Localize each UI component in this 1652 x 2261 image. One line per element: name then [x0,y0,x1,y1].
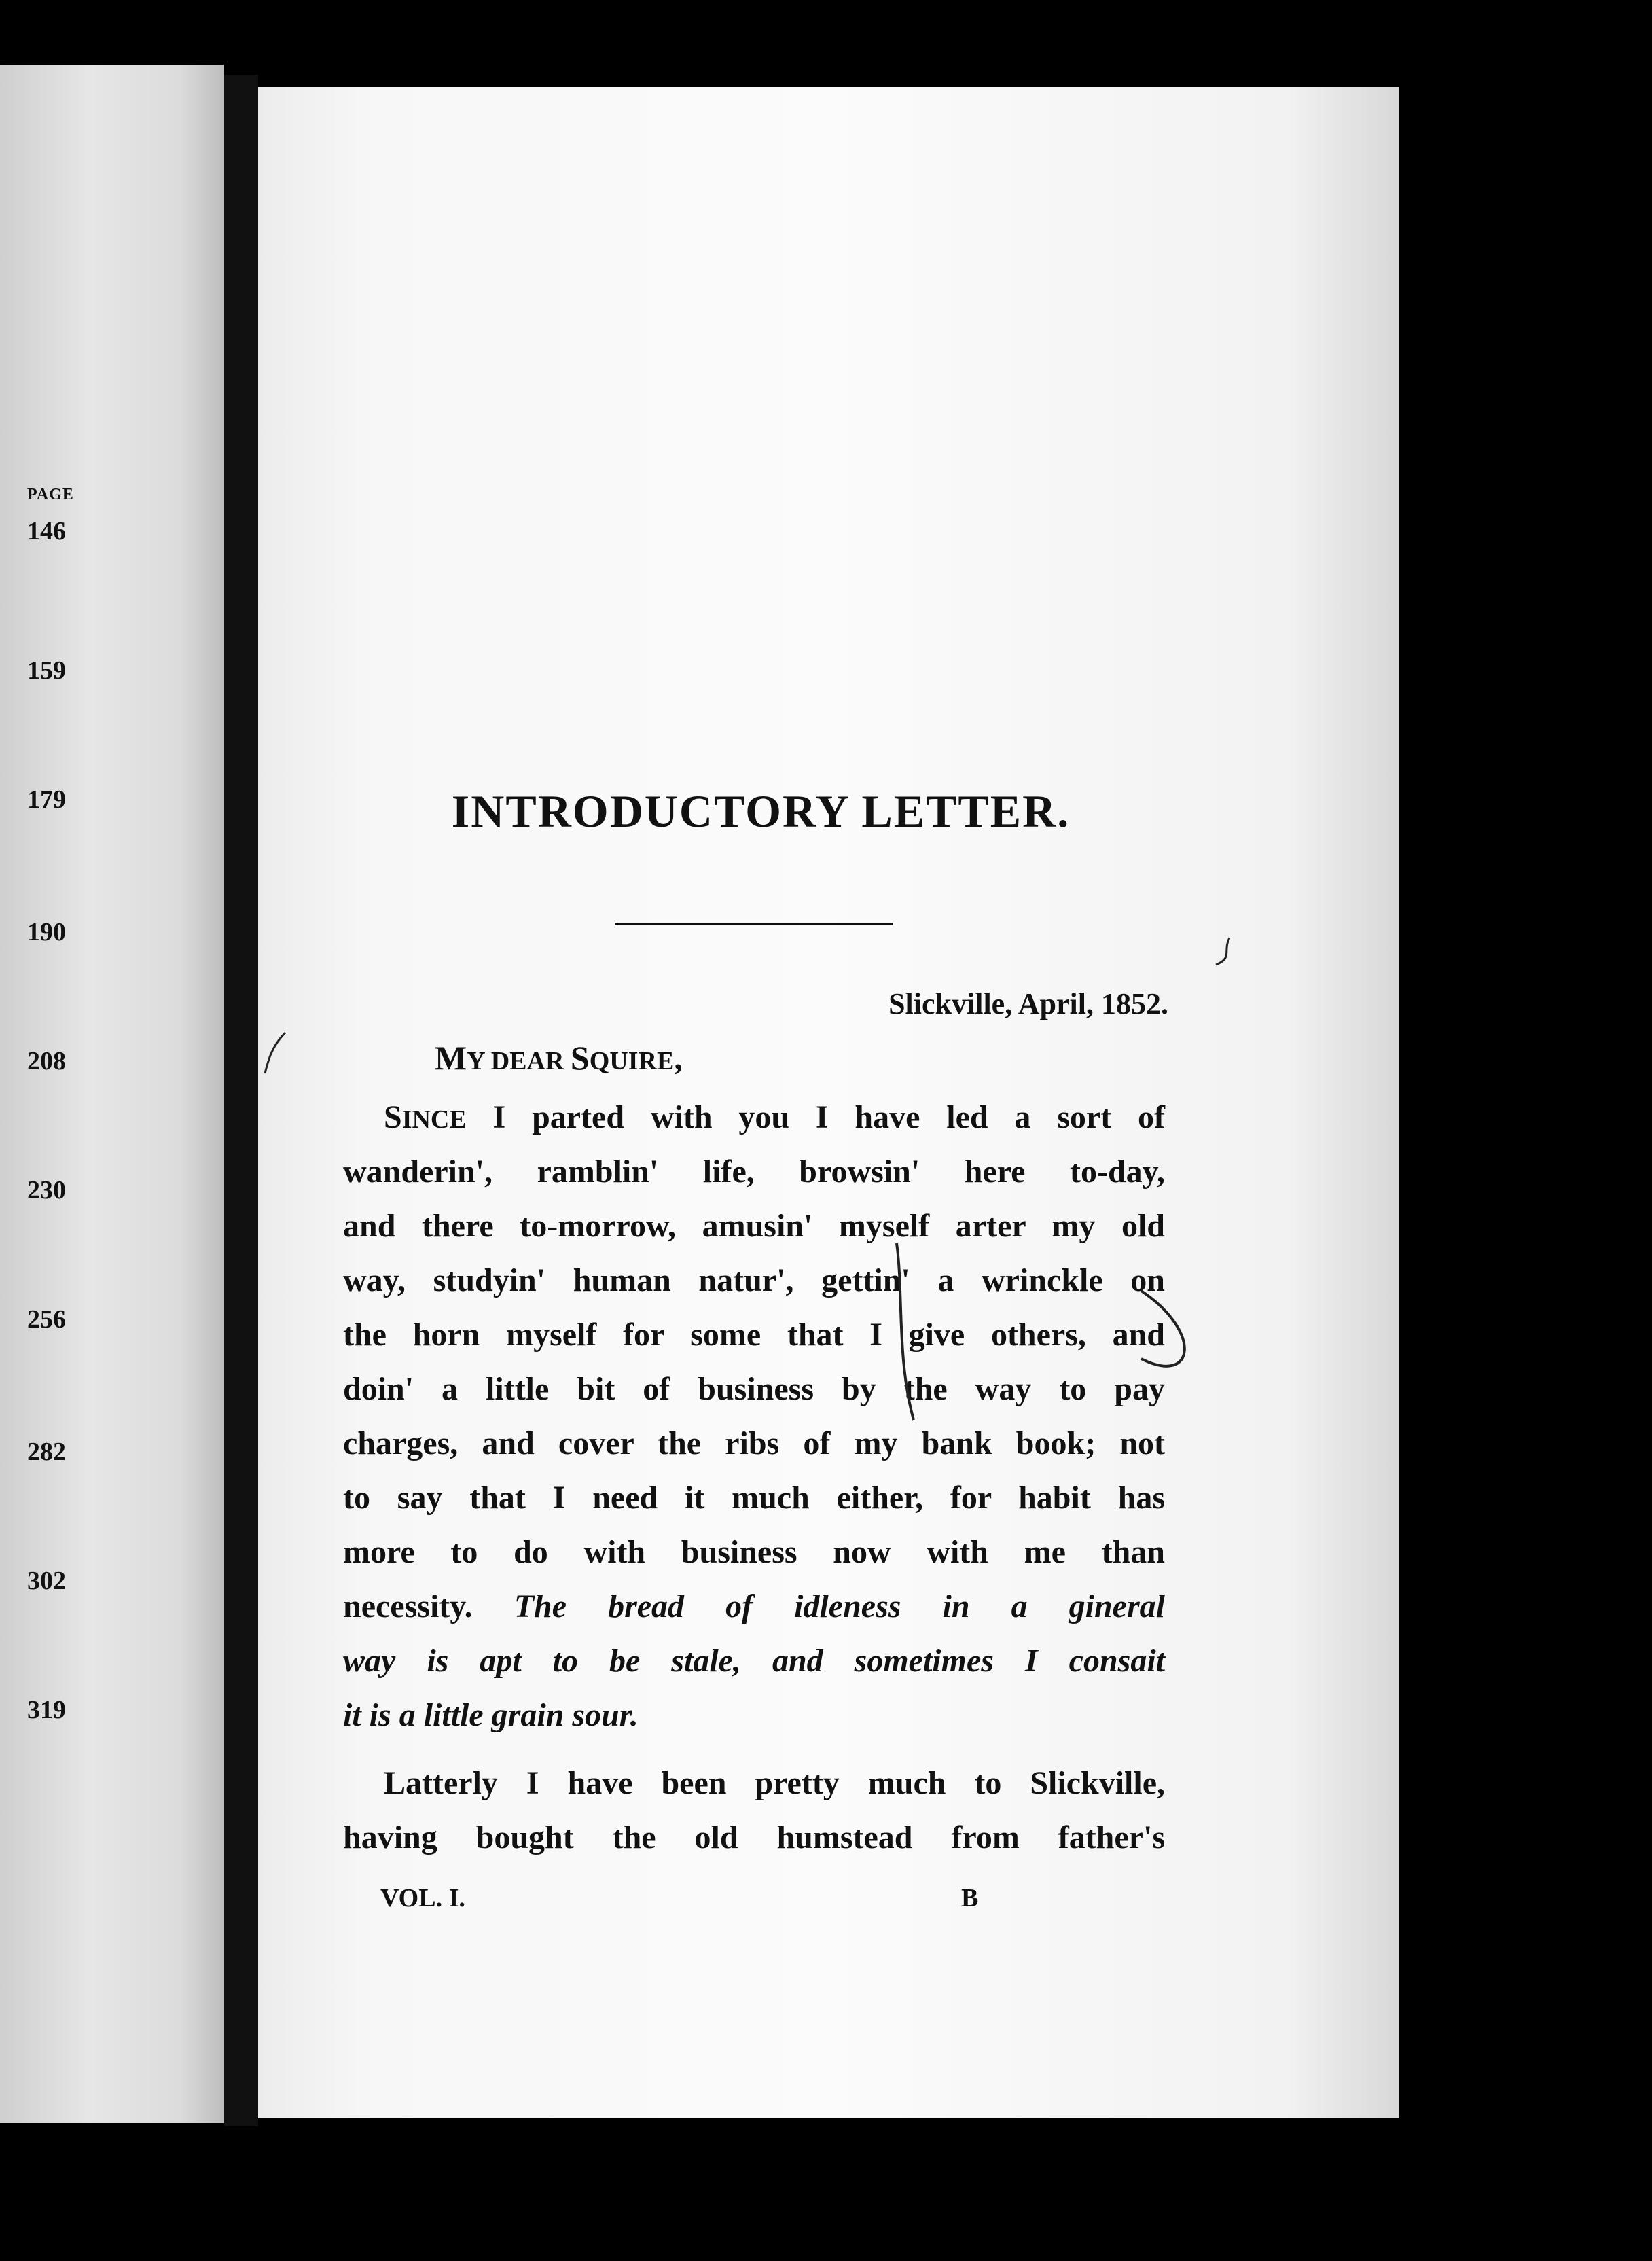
text-line: charges, and cover the ribs of my bank book; not [343,1425,1165,1461]
page-title: INTRODUCTORY LETTER. [451,785,1071,837]
page-number: 256 [27,1305,66,1334]
text-line: Latterly I have been pretty much to Slickville, [384,1765,1165,1801]
pencil-tick [1216,938,1229,965]
text-line: wanderin', ramblin' life, browsin' here to-day, [343,1154,1165,1190]
page-number: 190 [27,918,66,946]
pencil-curve [1141,1291,1185,1366]
page-number: 179 [27,785,66,814]
page-number: 302 [27,1567,66,1595]
dropcap-smallcaps: INCE [401,1105,467,1134]
line-text: necessity. [343,1588,514,1624]
page-number: 319 [27,1696,66,1724]
text-line: to say that I need it much either, for habit has [343,1480,1165,1516]
page-column-label: PAGE [27,486,74,503]
dropcap: S [384,1099,402,1135]
page-number: 282 [27,1438,66,1466]
salutation-smallcaps: Y DEAR [467,1047,571,1075]
salutation-name-smallcaps: QUIRE [589,1047,675,1075]
text-line: way, studyin' human natur', gettin' a wrinckle on [343,1262,1165,1298]
salutation-punct: , [674,1039,683,1077]
page-number: 146 [27,517,66,546]
pencil-tick [265,1033,285,1073]
salutation-initial: M [435,1039,467,1077]
italic-text: it is a little grain sour. [343,1697,639,1733]
salutation-name-initial: S [570,1039,590,1077]
text-line: more to do with business now with me than [343,1534,1165,1570]
text-line: doin' a little bit of business by the way to pay [343,1371,1165,1407]
italic-text: The bread of idleness in a gineral [514,1588,1166,1624]
dateline: Slickville, April, 1852. [888,987,1168,1020]
pencil-stroke [897,1243,914,1420]
volume-marker: VOL. I. [380,1884,465,1912]
italic-text: way is apt to be stale, and sometimes I consait [343,1643,1165,1679]
line-text: I parted with you I have led a sort of [466,1099,1165,1135]
page-number: 230 [27,1176,66,1205]
text-line: having bought the old humstead from father's [343,1819,1165,1855]
page-number: 208 [27,1047,66,1075]
text-line: and there to-morrow, amusin' myself arter my old [343,1208,1165,1244]
signature-mark: B [961,1884,979,1912]
text-line: the horn myself for some that I give others, and [343,1317,1165,1353]
page-number: 159 [27,656,66,685]
